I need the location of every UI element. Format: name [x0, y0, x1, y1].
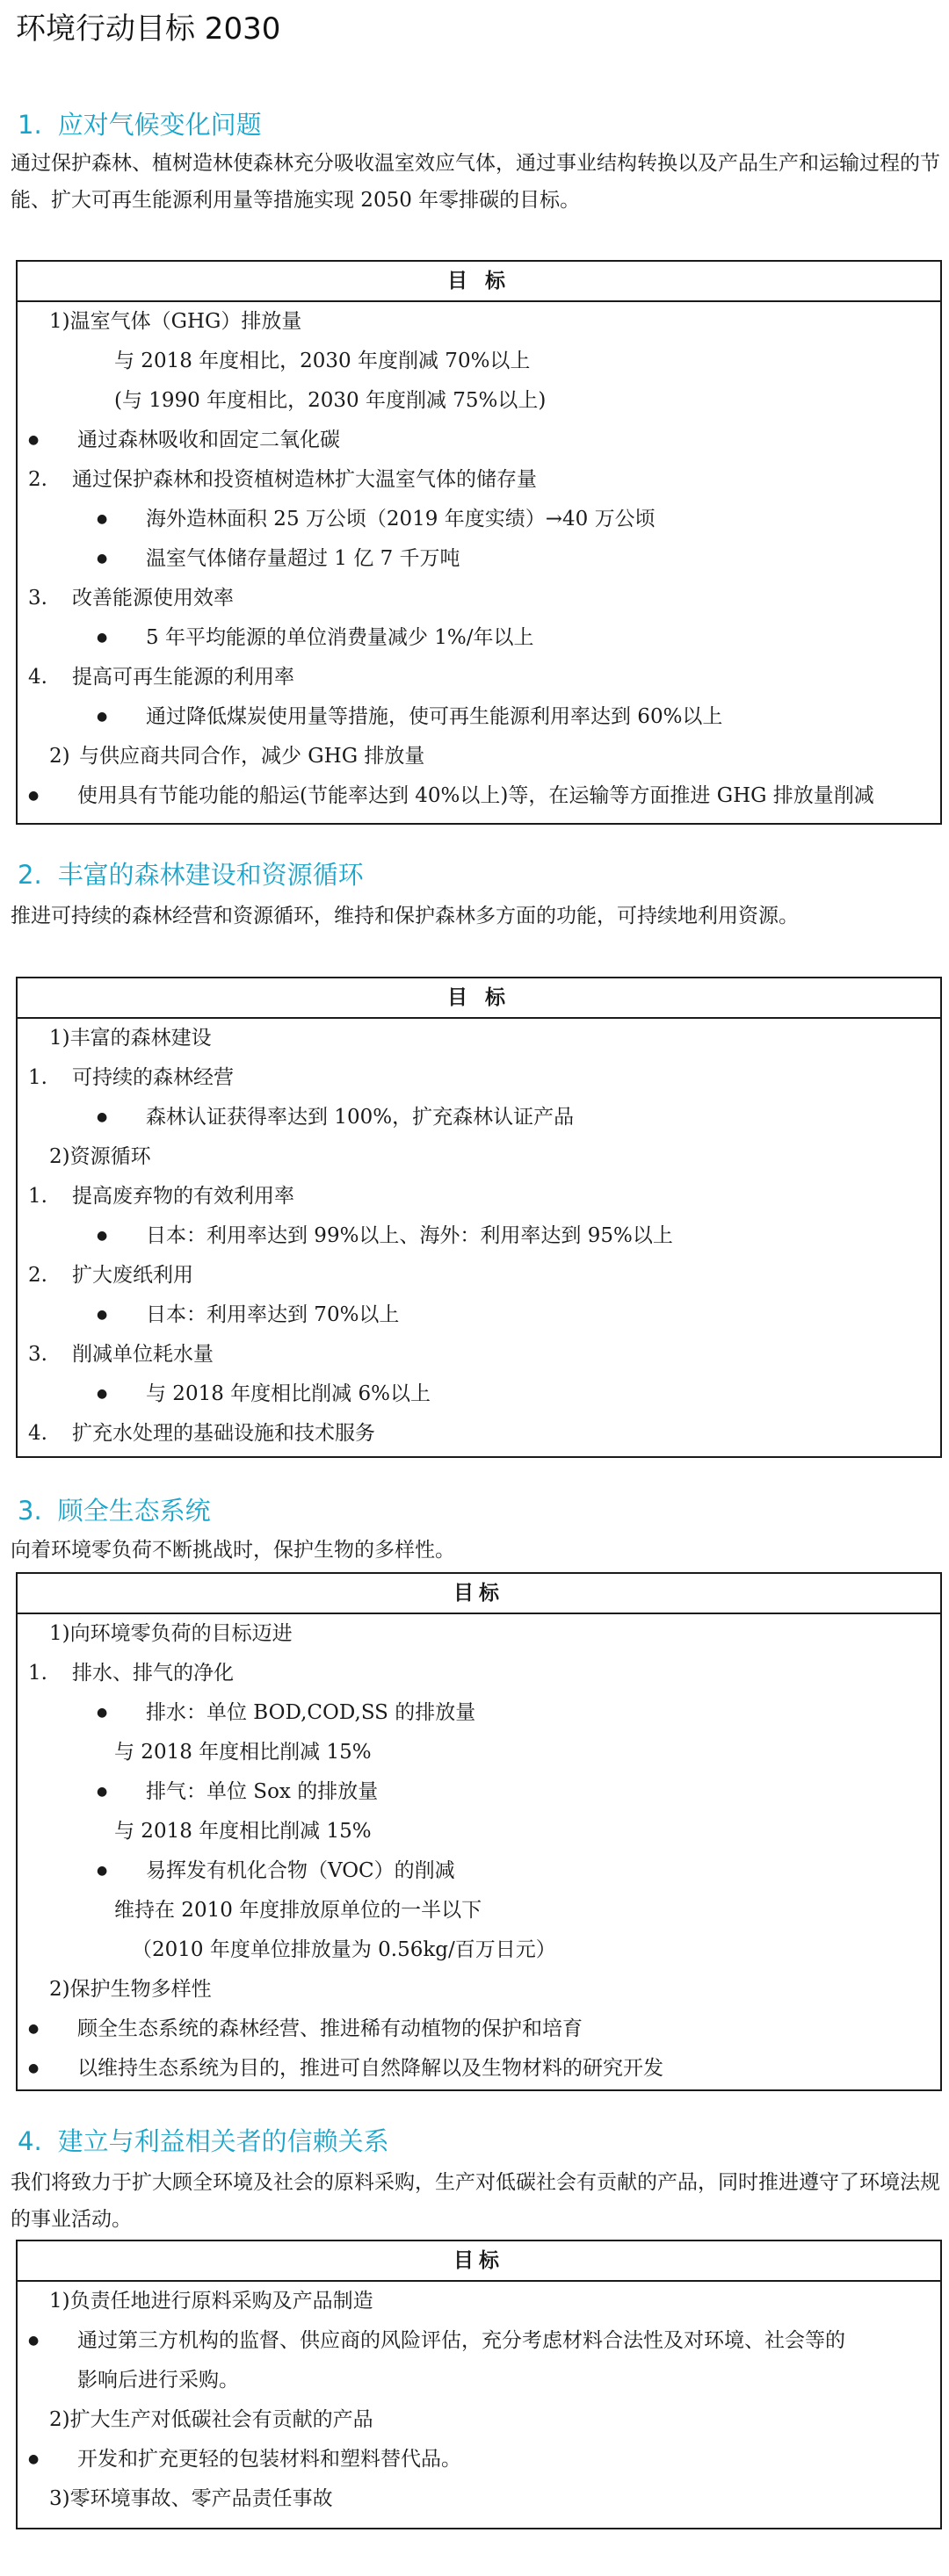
target-header: 目标: [18, 2241, 940, 2282]
list-item: [18, 2049, 940, 2089]
bullet-icon: [28, 2440, 77, 2482]
bullet-icon: [97, 618, 146, 660]
list-item-text: 与 2018 年度相比削减 15%: [114, 1741, 372, 1764]
section-1-intro: 通过保护森林、植树造林使森林充分吸收温室效应气体，通过事业结构转换以及产品生产和运输过程的节能、扩大可再生能源利用量等措施实现 2050 年零排碳的目标。: [11, 152, 940, 212]
list-item: [18, 1177, 940, 1216]
section-2-heading: [18, 857, 364, 892]
list-item-text: 影响后进行采购。: [77, 2369, 239, 2392]
list-item-text: 提高废弃物的有效利用率: [72, 1185, 294, 1208]
list-item-text: 森林认证获得率达到 100%，扩充森林认证产品: [146, 1106, 575, 1129]
target-header: 目标: [18, 1574, 940, 1614]
list-item: [18, 460, 940, 500]
list-item-text: 排水：单位 BOD,COD,SS 的排放量: [146, 1701, 476, 1724]
target-item: 3)零环境事故、零产品责任事故: [49, 2487, 333, 2510]
list-item: [18, 1414, 940, 1454]
list-item-text: 与供应商共同合作，减少 GHG 排放量: [79, 745, 425, 768]
list-item-text: 与 2018 年度相比削减 6%以上: [146, 1382, 431, 1405]
list-item: [18, 1772, 940, 1812]
section-number: 4.: [18, 2126, 42, 2156]
list-item: [18, 2440, 940, 2479]
target-item: 2)资源循环: [49, 1145, 151, 1168]
target-item: 1)向环境零负荷的目标迈进: [49, 1622, 293, 1645]
list-item-text: 通过第三方机构的监督、供应商的风险评估，充分考虑材料合法性及对环境、社会等的: [77, 2329, 845, 2352]
section-1-target-box: [16, 260, 942, 825]
list-item-text: 以维持生态系统为目的，推进可自然降解以及生物材料的研究开发: [77, 2057, 663, 2080]
list-item: [18, 1216, 940, 1256]
target-item: 1)丰富的森林建设: [49, 1027, 212, 1050]
list-item-text: 扩充水处理的基础设施和技术服务: [72, 1422, 375, 1445]
section-number: 1.: [18, 110, 42, 140]
section-2-target-box: [16, 977, 942, 1458]
bullet-icon: [28, 2049, 77, 2091]
section-3-intro: 向着环境零负荷不断挑战时，保护生物的多样性。: [11, 1539, 455, 1562]
bullet-icon: [97, 1375, 146, 1417]
bullet-icon: [97, 500, 146, 542]
target-header: 目 标: [18, 978, 940, 1019]
list-item-text: 排气：单位 Sox 的排放量: [146, 1780, 379, 1803]
list-item-text: 维持在 2010 年度排放原单位的一半以下: [114, 1899, 482, 1922]
target-item: 1)温室气体（GHG）排放量: [49, 310, 302, 333]
item-number: 4.: [28, 1422, 47, 1445]
item-number: 1.: [28, 1185, 47, 1208]
section-4-target-box: [16, 2240, 942, 2529]
list-item: [18, 1256, 940, 1295]
list-item-text: 排水、排气的净化: [72, 1662, 234, 1685]
list-item-text: 通过降低煤炭使用量等措施，使可再生能源利用率达到 60%以上: [146, 705, 723, 728]
list-item: [18, 500, 940, 539]
bullet-icon: [97, 1772, 146, 1815]
list-item-text: 使用具有节能功能的船运(节能率达到 40%以上)等，在运输等方面推进 GHG 排放量削减: [77, 784, 874, 807]
list-item: [18, 1335, 940, 1375]
bullet-icon: [97, 1851, 146, 1894]
section-title: 顾全生态系统: [57, 1496, 211, 1526]
list-item: [18, 1654, 940, 1693]
list-item-text: （2010 年度单位排放量为 0.56kg/百万日元）: [132, 1938, 556, 1961]
item-number: 2): [49, 745, 70, 768]
bullet-icon: [97, 697, 146, 740]
section-2-intro: 推进可持续的森林经营和资源循环，维持和保护森林多方面的功能，可持续地利用资源。: [11, 905, 799, 927]
list-item-text: 与 2018 年度相比削减 15%: [114, 1820, 372, 1843]
list-item-text: 通过保护森林和投资植树造林扩大温室气体的储存量: [72, 468, 537, 491]
bullet-icon: [28, 421, 77, 463]
section-number: 3.: [18, 1496, 42, 1526]
list-item: [18, 1851, 940, 1891]
list-item: [18, 776, 940, 816]
bullet-icon: [97, 1295, 146, 1338]
list-item-text: 可持续的森林经营: [72, 1066, 234, 1089]
list-item-text: 削减单位耗水量: [72, 1343, 214, 1366]
item-number: 1.: [28, 1066, 47, 1089]
list-item-text: 温室气体储存量超过 1 亿 7 千万吨: [146, 547, 460, 570]
bullet-icon: [97, 1216, 146, 1259]
bullet-icon: [28, 2010, 77, 2052]
list-item: [18, 1375, 940, 1414]
bullet-icon: [28, 776, 77, 819]
item-number: 2.: [28, 468, 47, 491]
target-item: 2)扩大生产对低碳社会有贡献的产品: [49, 2408, 373, 2431]
list-item-text: 海外造林面积 25 万公顷（2019 年度实绩）→40 万公顷: [146, 508, 656, 530]
section-1-heading: [18, 107, 262, 142]
section-3-target-box: [16, 1572, 942, 2091]
item-number: 4.: [28, 666, 47, 689]
page-title: 环境行动目标 2030: [16, 11, 281, 47]
list-item-text: 日本：利用率达到 99%以上、海外：利用率达到 95%以上: [146, 1224, 673, 1247]
target-item: (与 1990 年度相比，2030 年度削减 75%以上): [114, 389, 547, 412]
list-item: [18, 658, 940, 697]
list-item: [18, 2010, 940, 2049]
bullet-icon: [28, 2321, 77, 2363]
section-title: 建立与利益相关者的信赖关系: [57, 2126, 389, 2156]
item-number: 1.: [28, 1662, 47, 1685]
section-4-heading: [18, 2124, 389, 2159]
list-item: [18, 1693, 940, 1733]
list-item: [18, 1058, 940, 1098]
target-item: 1)负责任地进行原料采购及产品制造: [49, 2290, 373, 2313]
list-item: [18, 1295, 940, 1335]
item-number: 3.: [28, 587, 47, 610]
target-item: 与 2018 年度相比，2030 年度削减 70%以上: [114, 350, 531, 372]
list-item-text: 开发和扩充更轻的包装材料和塑料替代品。: [77, 2448, 461, 2471]
list-item-text: 日本：利用率达到 70%以上: [146, 1303, 400, 1326]
list-item: [18, 539, 940, 579]
section-title: 应对气候变化问题: [57, 110, 262, 140]
list-item: [18, 421, 940, 460]
list-item-text: 易挥发有机化合物（VOC）的削减: [146, 1859, 455, 1882]
list-item: [18, 1098, 940, 1137]
list-item-text: 提高可再生能源的利用率: [72, 666, 294, 689]
target-header: 目 标: [18, 262, 940, 302]
target-item: 2)保护生物多样性: [49, 1978, 212, 2001]
item-number: 2.: [28, 1264, 47, 1287]
list-item: [18, 737, 940, 776]
list-item: [18, 697, 940, 737]
section-number: 2.: [18, 860, 42, 890]
list-item-text: 通过森林吸收和固定二氧化碳: [77, 429, 340, 451]
list-item: [18, 579, 940, 618]
section-4-intro: 我们将致力于扩大顾全环境及社会的原料采购，生产对低碳社会有贡献的产品，同时推进遵守了环境法规的事业活动。: [11, 2171, 940, 2231]
section-3-heading: [18, 1493, 211, 1528]
list-item-text: 5 年平均能源的单位消费量减少 1%/年以上: [146, 626, 534, 649]
list-item-text: 顾全生态系统的森林经营、推进稀有动植物的保护和培育: [77, 2017, 583, 2040]
bullet-icon: [97, 539, 146, 581]
list-item: [18, 618, 940, 658]
bullet-icon: [97, 1098, 146, 1140]
list-item-text: 改善能源使用效率: [72, 587, 234, 610]
list-item-text: 扩大废纸利用: [72, 1264, 193, 1287]
item-number: 3.: [28, 1343, 47, 1366]
list-item: [18, 2321, 940, 2361]
section-title: 丰富的森林建设和资源循环: [57, 860, 364, 890]
bullet-icon: [97, 1693, 146, 1735]
